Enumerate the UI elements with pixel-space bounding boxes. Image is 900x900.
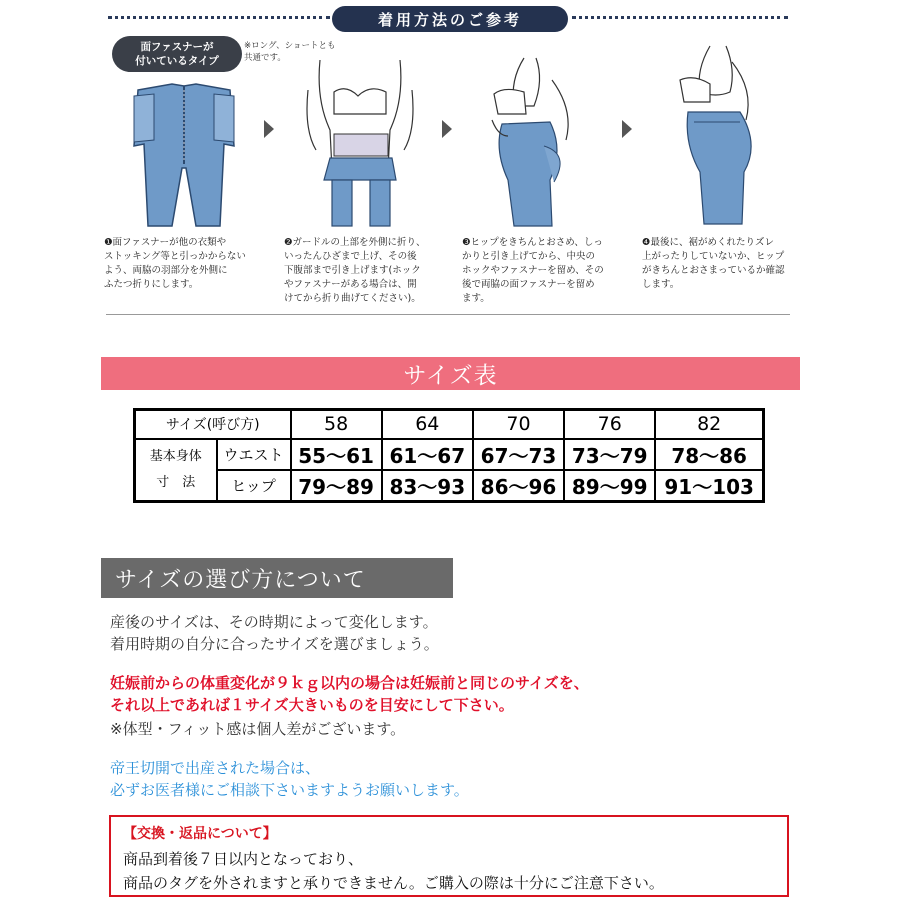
weight-change-guideline: 妊娠前からの体重変化が９ｋｇ以内の場合は妊娠前と同じのサイズを、 それ以上であれば１サイズ大きいものを目安にして下さい。 <box>110 674 589 714</box>
size-col-58: 58 <box>291 410 382 439</box>
step-2-text: ❷ガードルの上部を外側に折り、 いったんひざまで上げ、その後 下腹部まで引き上げます(ホック やファスナーがある場合は、開 けてから折り曲げてください)。 <box>284 237 426 304</box>
step-4-text: ❹最後に、裾がめくれたりズレ 上がったりしていないか、ヒップ がきちんとおさまっているか確認 します。 <box>642 237 785 290</box>
figure-step3-illustration <box>474 50 604 230</box>
step-3-text: ❸ヒップをきちんとおさめ、しっ かりと引き上げてから、中央の ホックやファスナーを留め、その 後で両脇の面ファスナーを留め ます。 <box>462 237 604 304</box>
waist-cell: 61〜67 <box>382 439 473 470</box>
hip-label: ヒップ <box>217 470 291 502</box>
waist-cell: 55〜61 <box>291 439 382 470</box>
cesarean-note: 帝王切開で出産された場合は、 必ずお医者様にご相談下さいますようお願いします。 <box>110 759 469 799</box>
size-header-row <box>135 410 764 439</box>
waist-label: ウエスト <box>217 439 291 470</box>
return-policy-text: 商品到着後７日以内となっており、 商品のタグを外されますと承りできません。ご購入の際は十分にご注意下さい。 <box>123 850 664 892</box>
fit-disclaimer: ※体型・フィット感は個人差がございます。 <box>110 720 406 738</box>
step-1-text: ❶面ファスナーが他の衣類や ストッキング等と引っかからない よう、両脇の羽部分を外側に ふたつ折りにします。 <box>104 237 246 290</box>
type-label-pill: 面ファスナーが 付いているタイプ <box>112 36 242 72</box>
size-col-76: 76 <box>564 410 655 439</box>
postpartum-size-text: 産後のサイズは、その時期によって変化します。 着用時期の自分に合ったサイズを選びましょう。 <box>110 613 439 653</box>
size-table-title: サイズ表 <box>101 357 800 390</box>
waist-row <box>135 439 764 470</box>
step-arrow-2 <box>442 120 452 138</box>
hip-cell: 91〜103 <box>655 470 763 502</box>
howto-note: ※ロング、ショートとも 共通です。 <box>244 41 336 63</box>
dotted-divider-left <box>108 16 330 19</box>
size-col-82: 82 <box>655 410 763 439</box>
dotted-divider-right <box>572 16 788 19</box>
hip-cell: 89〜99 <box>564 470 655 502</box>
hip-cell: 79〜89 <box>291 470 382 502</box>
garment-flat-illustration <box>124 76 244 228</box>
howto-bottom-rule <box>106 314 790 315</box>
figure-step2-illustration <box>300 50 420 230</box>
step-arrow-1 <box>264 120 274 138</box>
howto-section <box>104 0 792 318</box>
howto-title: 着用方法のご参考 <box>332 6 568 32</box>
return-policy-title: 【交換・返品について】 <box>123 826 277 842</box>
hip-cell: 83〜93 <box>382 470 473 502</box>
choose-size-title: サイズの選び方について <box>101 558 453 598</box>
waist-cell: 73〜79 <box>564 439 655 470</box>
body-measure-label: 基本身体 寸 法 <box>135 439 217 502</box>
size-col-64: 64 <box>382 410 473 439</box>
waist-cell: 67〜73 <box>473 439 564 470</box>
size-header-label: サイズ(呼び方) <box>135 410 291 439</box>
step-arrow-3 <box>622 120 632 138</box>
return-policy-box <box>109 815 789 897</box>
waist-cell: 78〜86 <box>655 439 763 470</box>
hip-cell: 86〜96 <box>473 470 564 502</box>
figure-step4-illustration <box>670 40 780 230</box>
hip-row <box>135 470 764 502</box>
size-table <box>133 408 765 503</box>
size-col-70: 70 <box>473 410 564 439</box>
